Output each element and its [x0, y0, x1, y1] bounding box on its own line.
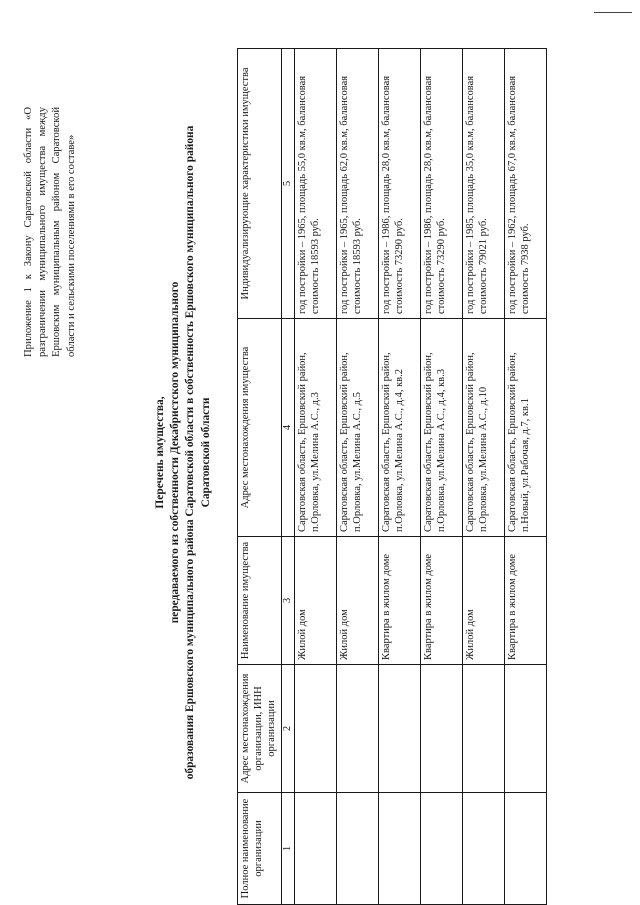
header-org-address: Адрес местонахождения организации, ИНН организации: [238, 665, 282, 793]
table-row: [379, 49, 421, 905]
cell-property-address: Саратовская область, Ершовский район, п.Орловка, ул.Мелина А.С., д.4, кв.3: [421, 319, 463, 537]
column-number: 2: [282, 665, 295, 793]
cell-property-characteristics: год постройки – 1985, площадь 35,0 кв.м, балансовая стоимость 79021 руб.: [463, 49, 505, 319]
title-line-4: Саратовской области: [199, 397, 212, 508]
table-row: [421, 49, 463, 905]
cell-org: [421, 793, 463, 905]
cell-property-address: Саратовская область, Ершовский район, п.Орловка, ул.Мелина А.С., д.4, кв.2: [379, 319, 421, 537]
cell-property-name: Жилой дом: [337, 537, 379, 665]
header-property-characteristics: Индивидуализирующие характеристики имущества: [238, 49, 282, 319]
cell-org-address: [463, 665, 505, 793]
cell-org-address: [421, 665, 463, 793]
column-number-row: [282, 49, 295, 905]
appendix-note: Приложение 1 к Закону Саратовской области «О разграничении муниципального имущества между Ершовским муниципальным районом Саратовской области и сельскими поселениями в его составе»: [23, 107, 77, 357]
table-row: [463, 49, 505, 905]
cell-property-characteristics: год постройки – 1986, площадь 28,0 кв.м, балансовая стоимость 73290 руб.: [379, 49, 421, 319]
property-table: [237, 48, 547, 905]
column-number: 1: [282, 793, 295, 905]
table-row: [295, 49, 337, 905]
cell-property-characteristics: год постройки – 1965, площадь 55,0 кв.м, балансовая стоимость 18593 руб.: [295, 49, 337, 319]
cell-property-name: Жилой дом: [295, 537, 337, 665]
title-line-1: Перечень имущества,: [154, 396, 166, 509]
cell-org: [295, 793, 337, 905]
cell-org-address: [505, 665, 547, 793]
table-row: [505, 49, 547, 905]
column-number: 4: [282, 319, 295, 537]
cell-property-name: Квартира в жилом доме: [379, 537, 421, 665]
table-header-row: [238, 49, 282, 905]
header-property-address: Адрес местонахождения имущества: [238, 319, 282, 537]
cell-property-address: Саратовская область, Ершовский район, п.Орловка, ул.Мелина А.С., д.5: [337, 319, 379, 537]
document-title: [153, 100, 214, 805]
header-org-name: Полное наименование организации: [238, 793, 282, 905]
cell-org: [505, 793, 547, 905]
cell-org: [337, 793, 379, 905]
cell-property-address: Саратовская область, Ершовский район, п.Орловка, ул.Мелина А.С., д.3: [295, 319, 337, 537]
title-line-2: передаваемого из собственности Декабристского муниципального: [169, 281, 182, 624]
title-line-3: образования Ершовского муниципального района Саратовской области в собственность Ершовского муниципального района: [184, 125, 197, 780]
cell-org-address: [295, 665, 337, 793]
cell-property-name: Жилой дом: [463, 537, 505, 665]
cell-property-address: Саратовская область, Ершовский район, п.Новый, ул.Рабочая, д.7, кв.1: [505, 319, 547, 537]
cell-property-address: Саратовская область, Ершовский район, п.Орловка, ул.Мелина А.С., д.10: [463, 319, 505, 537]
cell-org-address: [337, 665, 379, 793]
cell-org: [463, 793, 505, 905]
cell-org: [379, 793, 421, 905]
column-number: 5: [282, 49, 295, 319]
column-number: 3: [282, 537, 295, 665]
cell-property-characteristics: год постройки – 1986, площадь 28,0 кв.м, балансовая стоимость 73290 руб.: [421, 49, 463, 319]
cell-property-characteristics: год постройки – 1965, площадь 62,0 кв.м, балансовая стоимость 18593 руб.: [337, 49, 379, 319]
cell-org-address: [379, 665, 421, 793]
cell-property-characteristics: год постройки – 1962, площадь 67,0 кв.м, балансовая стоимость 7938 руб.: [505, 49, 547, 319]
cell-property-name: Квартира в жилом доме: [505, 537, 547, 665]
header-property-name: Наименование имущества: [238, 537, 282, 665]
cell-property-name: Квартира в жилом доме: [421, 537, 463, 665]
table-row: [337, 49, 379, 905]
